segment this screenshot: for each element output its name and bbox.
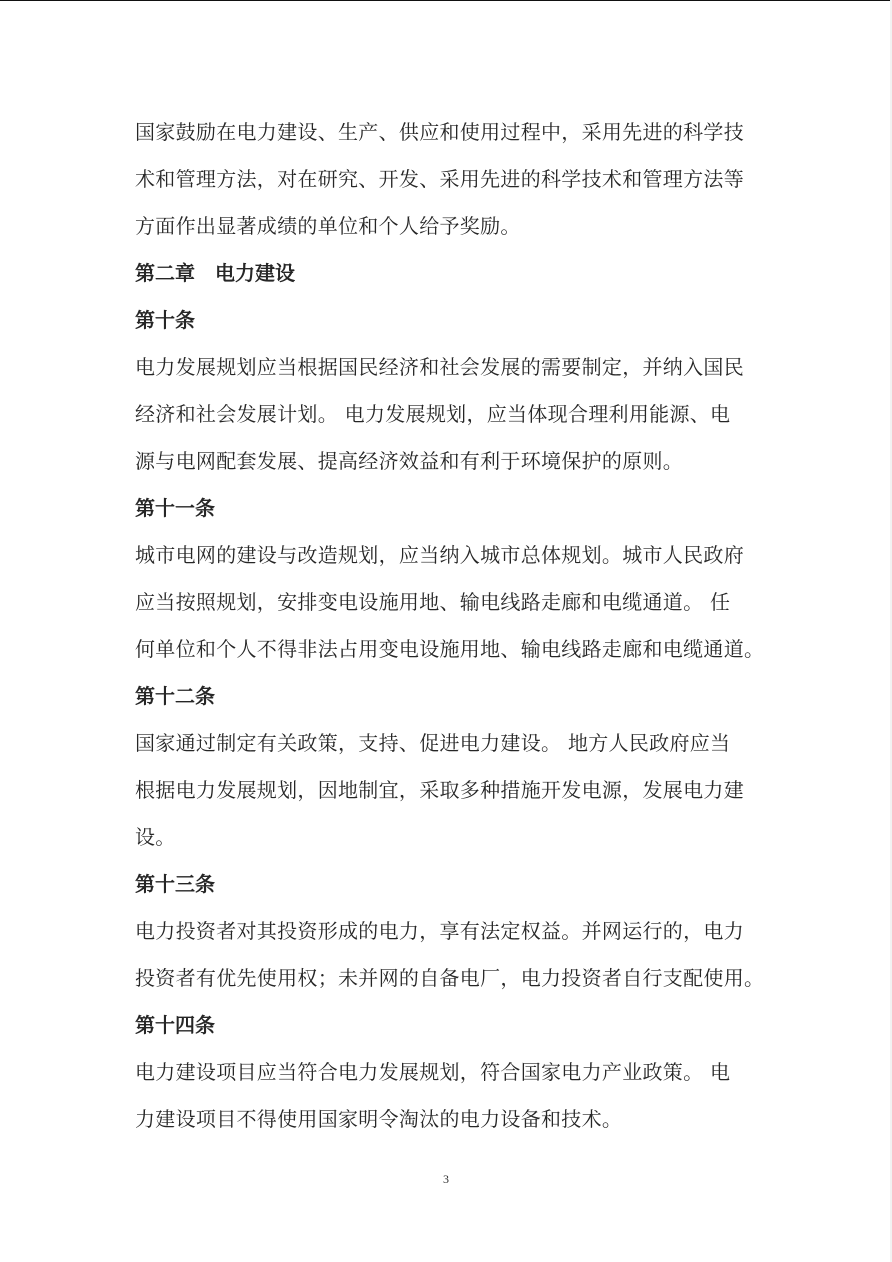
article-11-line: 何单位和个人不得非法占用变电设施用地、输电线路走廊和电缆通道。: [135, 637, 765, 661]
article-title-12: 第十二条: [135, 684, 215, 708]
intro-line: 术和管理方法，对在研究、开发、采用先进的科学技术和管理方法等: [135, 167, 744, 191]
article-title-14: 第十四条: [135, 1013, 215, 1037]
article-11-line: 应当按照规划，安排变电设施用地、输电线路走廊和电缆通道。 任: [135, 590, 731, 614]
document-body: [135, 109, 775, 1143]
article-13-line: 投资者有优先使用权；未并网的自备电厂，电力投资者自行支配使用。: [135, 966, 765, 990]
article-13-line: 电力投资者对其投资形成的电力，享有法定权益。并网运行的，电力: [135, 919, 744, 943]
article-10-line: 源与电网配套发展、提高经济效益和有利于环境保护的原则。: [135, 449, 684, 473]
article-11-line: 城市电网的建设与改造规划，应当纳入城市总体规划。城市人民政府: [135, 543, 744, 567]
article-10-line: 经济和社会发展计划。 电力发展规划，应当体现合理利用能源、电: [135, 402, 731, 426]
article-12-line: 国家通过制定有关政策，支持、促进电力建设。 地方人民政府应当: [135, 731, 731, 755]
article-title-13: 第十三条: [135, 872, 215, 896]
article-12-line: 根据电力发展规划，因地制宜，采取多种措施开发电源，发展电力建: [135, 778, 744, 802]
intro-line: 国家鼓励在电力建设、生产、供应和使用过程中，采用先进的科学技: [135, 120, 744, 144]
article-14-line: 力建设项目不得使用国家明令淘汰的电力设备和技术。: [135, 1107, 623, 1131]
article-12-line: 设。: [135, 825, 176, 849]
article-10-line: 电力发展规划应当根据国民经济和社会发展的需要制定，并纳入国民: [135, 355, 744, 379]
page-number: 3: [443, 1172, 449, 1186]
article-title-11: 第十一条: [135, 496, 215, 520]
article-title-10: 第十条: [135, 308, 195, 332]
chapter-title: 第二章 电力建设: [135, 261, 295, 285]
intro-line: 方面作出显著成绩的单位和个人给予奖励。: [135, 214, 521, 238]
article-14-line: 电力建设项目应当符合电力发展规划，符合国家电力产业政策。 电: [135, 1060, 731, 1084]
top-border-line: [0, 0, 892, 1]
